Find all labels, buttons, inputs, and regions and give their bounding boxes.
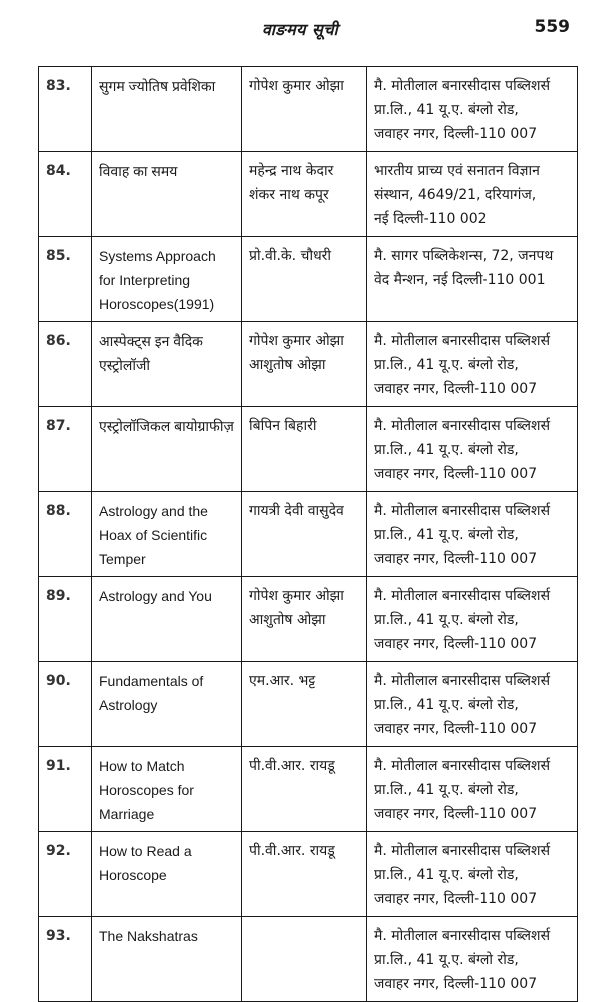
publisher-line: मै. मोतीलाल बनारसीदास पब्लिशर्स <box>374 928 551 944</box>
author-name: आशुतोष ओझा <box>249 612 326 628</box>
book-authors <box>242 237 367 322</box>
publisher-line: प्रा.लि., 41 यू.ए. बंग्लो रोड, <box>374 867 519 883</box>
book-title-text: Fundamentals of Astrology <box>99 673 204 713</box>
author-name: एम.आर. भट्ट <box>249 673 316 689</box>
table-row <box>39 917 578 1002</box>
table-row <box>39 67 578 152</box>
book-authors <box>242 322 367 407</box>
table-row <box>39 577 578 662</box>
entry-number: 86. <box>39 322 92 407</box>
publisher-line: प्रा.लि., 41 यू.ए. बंग्लो रोड, <box>374 612 519 628</box>
book-title <box>92 747 242 832</box>
publisher-info <box>367 747 578 832</box>
publisher-line: प्रा.लि., 41 यू.ए. बंग्लो रोड, <box>374 782 519 798</box>
book-authors <box>242 492 367 577</box>
publisher-line: प्रा.लि., 41 यू.ए. बंग्लो रोड, <box>374 102 519 118</box>
table-row <box>39 152 578 237</box>
book-title <box>92 492 242 577</box>
book-title <box>92 322 242 407</box>
publisher-line: मै. मोतीलाल बनारसीदास पब्लिशर्स <box>374 333 551 349</box>
author-name: गोपेश कुमार ओझा <box>249 588 344 604</box>
publisher-line: वेद मैन्शन, नई दिल्ली-110 001 <box>374 272 546 288</box>
book-authors <box>242 747 367 832</box>
publisher-line: मै. मोतीलाल बनारसीदास पब्लिशर्स <box>374 418 551 434</box>
publisher-line: मै. मोतीलाल बनारसीदास पब्लिशर्स <box>374 673 551 689</box>
table-row <box>39 492 578 577</box>
publisher-line: जवाहर नगर, दिल्ली-110 007 <box>374 636 538 652</box>
entry-number: 90. <box>39 662 92 747</box>
entry-number: 84. <box>39 152 92 237</box>
publisher-line: प्रा.लि., 41 यू.ए. बंग्लो रोड, <box>374 697 519 713</box>
book-title-text: सुगम ज्योतिष प्रवेशिका <box>99 78 216 94</box>
publisher-line: भारतीय प्राच्य एवं सनातन विज्ञान <box>374 163 540 179</box>
publisher-line: मै. मोतीलाल बनारसीदास पब्लिशर्स <box>374 588 551 604</box>
author-name: आशुतोष ओझा <box>249 357 326 373</box>
bibliography-table <box>38 66 578 1002</box>
book-title <box>92 577 242 662</box>
entry-number: 83. <box>39 67 92 152</box>
publisher-line: जवाहर नगर, दिल्ली-110 007 <box>374 381 538 397</box>
book-title-text: विवाह का समय <box>99 163 178 179</box>
publisher-line: मै. मोतीलाल बनारसीदास पब्लिशर्स <box>374 843 551 859</box>
author-name: महेन्द्र नाथ केदार <box>249 163 334 179</box>
publisher-line: मै. मोतीलाल बनारसीदास पब्लिशर्स <box>374 78 551 94</box>
publisher-info <box>367 67 578 152</box>
entry-number: 85. <box>39 237 92 322</box>
book-authors <box>242 917 367 1002</box>
publisher-info <box>367 322 578 407</box>
book-title-text: How to Read a Horoscope <box>99 843 192 883</box>
publisher-line: प्रा.लि., 41 यू.ए. बंग्लो रोड, <box>374 527 519 543</box>
publisher-line: मै. सागर पब्लिकेशन्स, 72, जनपथ <box>374 248 554 264</box>
page-title: वाङमय सूची <box>261 20 339 39</box>
book-title-text: Systems Approach for Interpreting Horoscopes(1991) <box>99 248 216 312</box>
publisher-line: नई दिल्ली-110 002 <box>374 211 487 227</box>
publisher-info <box>367 407 578 492</box>
publisher-line: मै. मोतीलाल बनारसीदास पब्लिशर्स <box>374 758 551 774</box>
author-name: गायत्री देवी वासुदेव <box>249 503 344 519</box>
author-name: बिपिन बिहारी <box>249 418 317 434</box>
book-authors <box>242 662 367 747</box>
author-name: गोपेश कुमार ओझा <box>249 333 344 349</box>
table-row <box>39 832 578 917</box>
table-row <box>39 322 578 407</box>
publisher-line: जवाहर नगर, दिल्ली-110 007 <box>374 806 538 822</box>
book-title-text: The Nakshatras <box>99 928 198 944</box>
publisher-info <box>367 577 578 662</box>
publisher-info <box>367 917 578 1002</box>
author-name: गोपेश कुमार ओझा <box>249 78 344 94</box>
author-name: प्रो.वी.के. चौधरी <box>249 248 332 264</box>
author-name: पी.वी.आर. रायडू <box>249 758 335 774</box>
book-authors <box>242 832 367 917</box>
entry-number: 89. <box>39 577 92 662</box>
table-row <box>39 747 578 832</box>
entry-number: 91. <box>39 747 92 832</box>
publisher-line: संस्थान, 4649/21, दरियागंज, <box>374 187 537 203</box>
book-title <box>92 237 242 322</box>
book-title <box>92 662 242 747</box>
book-title-text: How to Match Horoscopes for Marriage <box>99 758 194 822</box>
book-authors <box>242 577 367 662</box>
table-row <box>39 237 578 322</box>
book-authors <box>242 67 367 152</box>
publisher-line: जवाहर नगर, दिल्ली-110 007 <box>374 466 538 482</box>
book-authors <box>242 152 367 237</box>
book-title-text: Astrology and You <box>99 588 212 604</box>
author-name: पी.वी.आर. रायडू <box>249 843 335 859</box>
book-title <box>92 67 242 152</box>
entry-number: 87. <box>39 407 92 492</box>
publisher-line: जवाहर नगर, दिल्ली-110 007 <box>374 721 538 737</box>
book-title <box>92 407 242 492</box>
publisher-info <box>367 237 578 322</box>
book-title-text: एस्ट्रोलॉजिकल बायोग्राफीज़ <box>99 418 234 434</box>
entry-number: 92. <box>39 832 92 917</box>
bibliography-table-body <box>39 67 578 1002</box>
publisher-info <box>367 492 578 577</box>
publisher-line: जवाहर नगर, दिल्ली-110 007 <box>374 891 538 907</box>
publisher-info <box>367 152 578 237</box>
table-row <box>39 407 578 492</box>
publisher-info <box>367 832 578 917</box>
publisher-line: जवाहर नगर, दिल्ली-110 007 <box>374 976 538 992</box>
book-title-text: Astrology and the Hoax of Scientific Temper <box>99 503 208 567</box>
page-header <box>0 0 600 50</box>
page-number: 559 <box>534 17 570 37</box>
author-name: शंकर नाथ कपूर <box>249 187 329 203</box>
publisher-line: प्रा.लि., 41 यू.ए. बंग्लो रोड, <box>374 952 519 968</box>
entry-number: 93. <box>39 917 92 1002</box>
entry-number: 88. <box>39 492 92 577</box>
book-title-text: आस्पेक्ट्स इन वैदिक एस्ट्रोलॉजी <box>99 333 203 373</box>
book-title <box>92 152 242 237</box>
publisher-line: जवाहर नगर, दिल्ली-110 007 <box>374 551 538 567</box>
book-authors <box>242 407 367 492</box>
publisher-info <box>367 662 578 747</box>
book-title <box>92 832 242 917</box>
publisher-line: प्रा.लि., 41 यू.ए. बंग्लो रोड, <box>374 357 519 373</box>
publisher-line: प्रा.लि., 41 यू.ए. बंग्लो रोड, <box>374 442 519 458</box>
book-title <box>92 917 242 1002</box>
publisher-line: मै. मोतीलाल बनारसीदास पब्लिशर्स <box>374 503 551 519</box>
publisher-line: जवाहर नगर, दिल्ली-110 007 <box>374 126 538 142</box>
table-row <box>39 662 578 747</box>
